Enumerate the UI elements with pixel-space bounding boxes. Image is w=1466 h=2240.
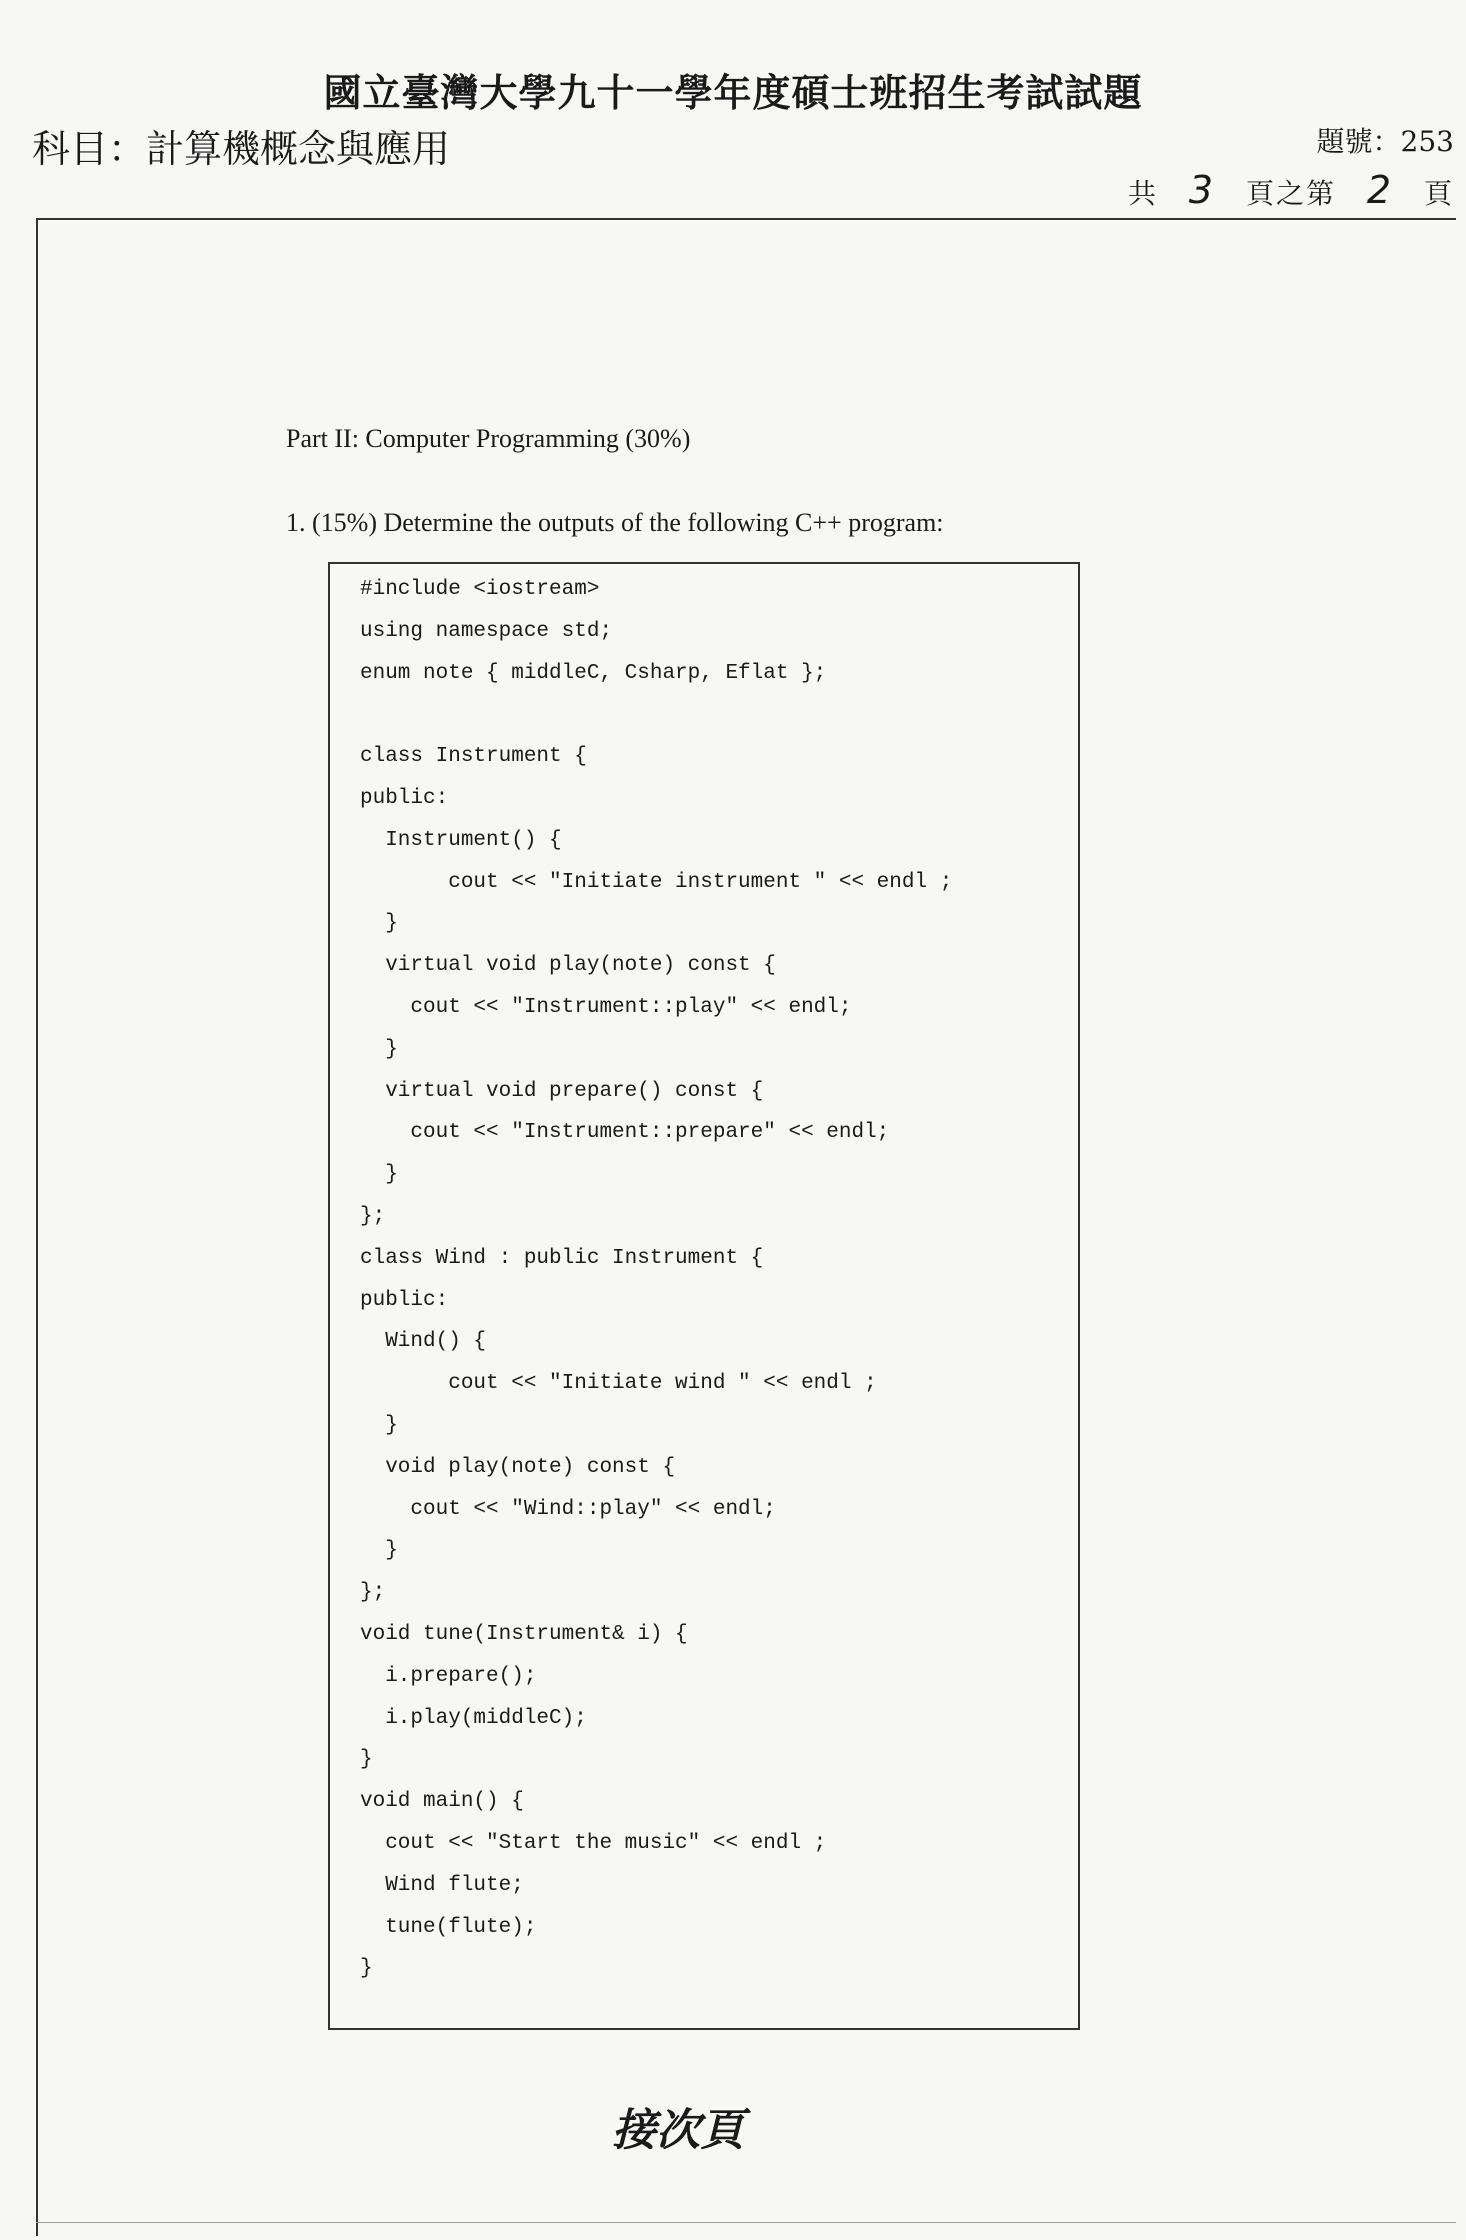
- exam-title: 國立臺灣大學九十一學年度碩士班招生考試試題: [323, 70, 1143, 115]
- total-pages: 3: [1188, 168, 1216, 212]
- current-page: 2: [1366, 168, 1394, 212]
- code-line: class Instrument {: [360, 745, 587, 769]
- page-prefix: 共: [1127, 177, 1158, 210]
- frame-bottom-rule: [36, 2222, 1456, 2223]
- code-line: using namespace std;: [360, 619, 613, 643]
- code-line: i.prepare();: [360, 1664, 537, 1688]
- code-line: Wind flute;: [360, 1873, 524, 1897]
- part-heading: Part II: Computer Programming (30%): [286, 424, 691, 453]
- code-line: }: [360, 1163, 398, 1187]
- subject-label: 科目：計算機概念與應用: [32, 127, 451, 171]
- code-line: void play(note) const {: [360, 1455, 676, 1479]
- code-line: cout << "Start the music" << endl ;: [360, 1832, 827, 1855]
- code-line: i.play(middleC);: [360, 1706, 587, 1730]
- code-line: cout << "Wind::play" << endl;: [360, 1497, 776, 1521]
- code-line: void tune(Instrument& i) {: [360, 1623, 688, 1646]
- code-line: cout << "Initiate wind " << endl ;: [360, 1372, 877, 1396]
- page-indicator: [1128, 168, 1454, 212]
- code-line: cout << "Initiate instrument " << endl ;: [360, 870, 953, 894]
- code-line: }: [360, 1414, 398, 1437]
- continue-note: 接次頁: [612, 2105, 744, 2156]
- code-line: Wind() {: [360, 1330, 487, 1354]
- code-line: cout << "Instrument::play" << endl;: [360, 996, 852, 1019]
- code-line: public:: [360, 787, 449, 810]
- code-line: tune(flute);: [360, 1915, 537, 1939]
- code-line: }: [360, 912, 398, 936]
- question-text: 1. (15%) Determine the outputs of the following C++ program:: [286, 508, 944, 537]
- code-line: }: [360, 1957, 373, 1981]
- code-line: class Wind : public Instrument {: [360, 1246, 764, 1270]
- code-line: }: [360, 1748, 373, 1772]
- code-line: }: [360, 1037, 398, 1061]
- page-suffix: 頁: [1423, 177, 1454, 210]
- question-number: 題號：253: [1316, 125, 1454, 158]
- code-line: }: [360, 1539, 398, 1563]
- code-line: };: [360, 1205, 386, 1228]
- code-line: cout << "Instrument::prepare" << endl;: [360, 1121, 890, 1145]
- code-line: virtual void prepare() const {: [360, 1079, 764, 1103]
- code-line: public:: [360, 1288, 449, 1312]
- code-line: };: [360, 1581, 386, 1605]
- code-line: #include <iostream>: [360, 578, 600, 601]
- code-line: Instrument() {: [360, 828, 562, 852]
- code-listing: [328, 562, 1080, 2030]
- page-middle: 頁之第: [1245, 177, 1336, 210]
- code-line: virtual void play(note) const {: [360, 954, 776, 978]
- code-line: void main() {: [360, 1790, 524, 1814]
- code-line: enum note { middleC, Csharp, Eflat };: [360, 661, 827, 685]
